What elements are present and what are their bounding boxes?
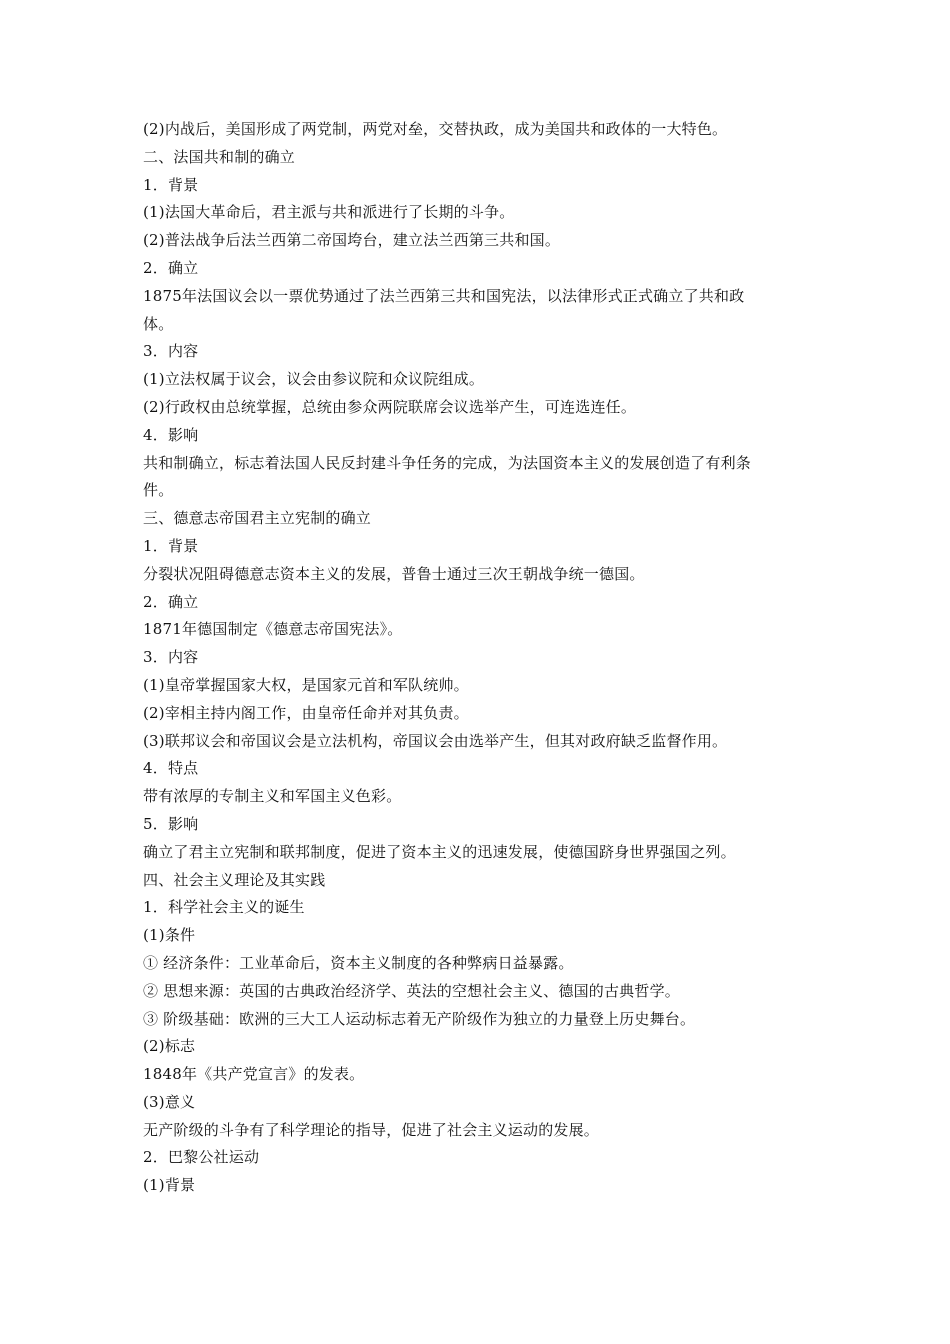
text-line: 1．科学社会主义的诞生 [143,898,305,917]
text-line: 三、德意志帝国君主立宪制的确立 [143,509,372,528]
text-line: 4．特点 [143,759,199,778]
text-line: 无产阶级的斗争有了科学理论的指导，促进了社会主义运动的发展。 [143,1120,600,1139]
text-line: 四、社会主义理论及其实践 [143,870,326,889]
text-line: (2)标志 [143,1037,196,1056]
text-line: 件。 [143,481,174,500]
text-line: ② 思想来源：英国的古典政治经济学、英法的空想社会主义、德国的古典哲学。 [143,981,680,1000]
text-line: (1)背景 [143,1176,196,1195]
text-line: ③ 阶级基础：欧洲的三大工人运动标志着无产阶级作为独立的力量登上历史舞台。 [143,1009,696,1028]
text-line: 3．内容 [143,648,199,667]
text-line: 分裂状况阻碍德意志资本主义的发展，普鲁士通过三次王朝战争统一德国。 [143,564,645,583]
text-line: (2)内战后，美国形成了两党制，两党对垒，交替执政，成为美国共和政体的一大特色。 [143,120,728,138]
text-line: 1．背景 [143,536,199,555]
text-line: 3．内容 [143,342,199,361]
text-line: 4．影响 [143,425,199,444]
text-line: 2．巴黎公社运动 [143,1148,260,1167]
text-line: 2．确立 [143,258,199,277]
text-line: 确立了君主立宪制和联邦制度，促进了资本主义的迅速发展，使德国跻身世界强国之列。 [143,842,736,861]
text-line: 1848年《共产党宣言》的发表。 [143,1065,365,1084]
text-line: 2．确立 [143,592,199,611]
text-line: 二、法国共和制的确立 [143,147,296,166]
text-line: (1)条件 [143,926,196,945]
text-line: (2)宰相主持内阁工作，由皇帝任命并对其负责。 [143,703,469,722]
text-line: 5．影响 [143,814,199,833]
text-line: (2)行政权由总统掌握，总统由参众两院联席会议选举产生，可连选连任。 [143,397,637,416]
text-line: (3)意义 [143,1092,196,1111]
text-line: ① 经济条件：工业革命后，资本主义制度的各种弊病日益暴露。 [143,953,574,972]
document-body [143,116,823,1200]
text-line: (1)法国大革命后，君主派与共和派进行了长期的斗争。 [143,203,515,222]
text-line: 1875年法国议会以一票优势通过了法兰西第三共和国宪法，以法律形式正式确立了共和政 [143,286,745,305]
text-line: (1)立法权属于议会，议会由参议院和众议院组成。 [143,370,485,389]
text-line: 1871年德国制定《德意志帝国宪法》。 [143,620,403,639]
text-line: 1．背景 [143,175,199,194]
text-line: 共和制确立，标志着法国人民反封建斗争任务的完成，为法国资本主义的发展创造了有利条 [143,453,752,472]
text-line: 体。 [143,314,174,333]
text-line: 带有浓厚的专制主义和军国主义色彩。 [143,787,402,806]
text-line: (2)普法战争后法兰西第二帝国垮台，建立法兰西第三共和国。 [143,231,561,250]
text-line: (3)联邦议会和帝国议会是立法机构，帝国议会由选举产生，但其对政府缺乏监督作用。 [143,731,728,750]
text-line: (1)皇帝掌握国家大权，是国家元首和军队统帅。 [143,675,469,694]
